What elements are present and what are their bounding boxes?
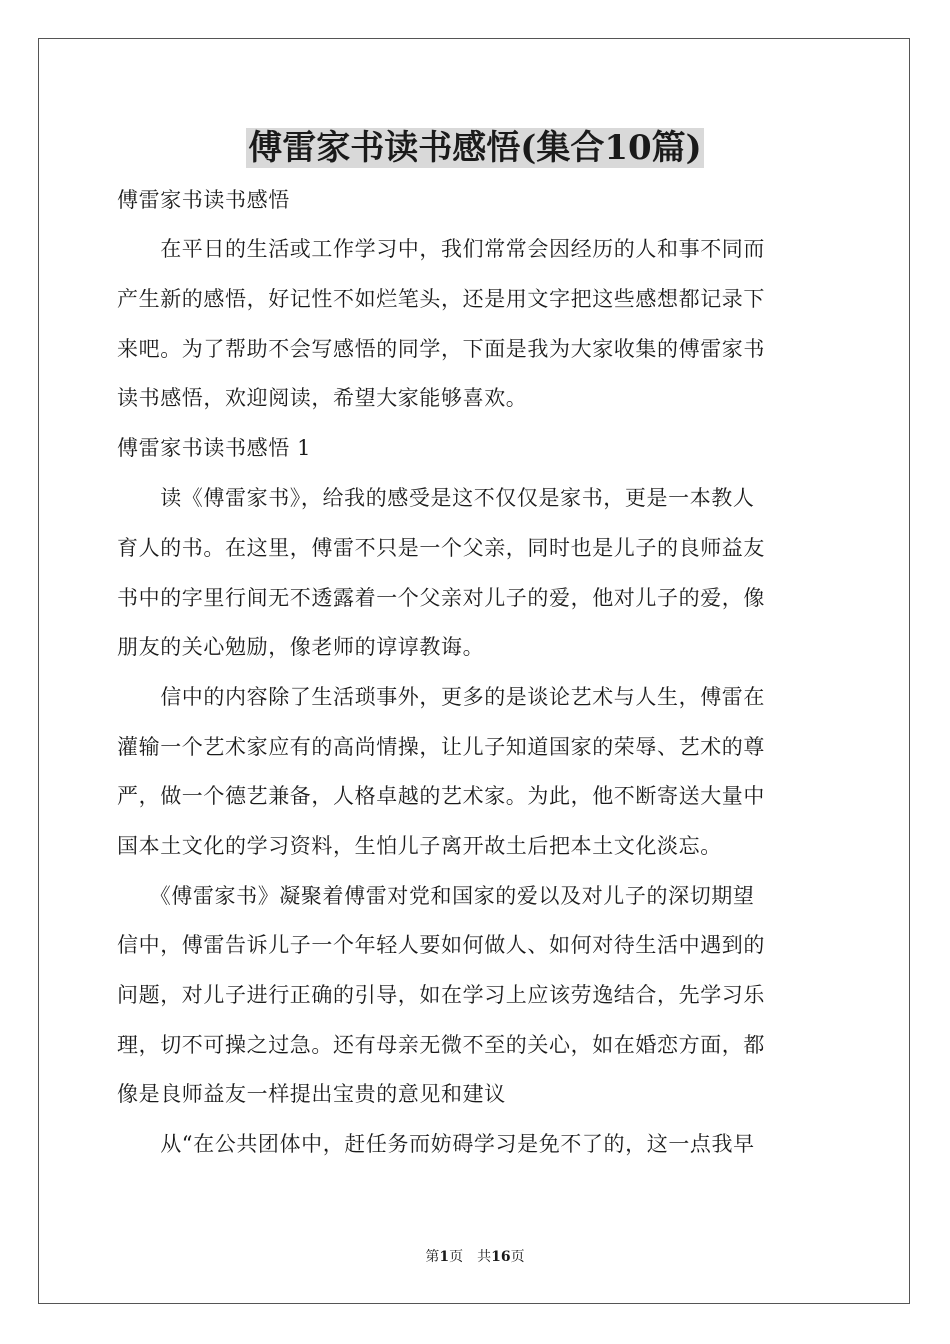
paragraph-line: 在平日的生活或工作学习中，我们常常会因经历的人和事不同而: [117, 237, 765, 261]
paragraph-line: 朋友的关心勉励，像老师的谆谆教诲。: [117, 635, 485, 659]
footer-page-suffix: 页 共: [449, 1249, 492, 1265]
paragraph-line: 理，切不可操之过急。还有母亲无微不至的关心，如在婚恋方面，都: [117, 1033, 765, 1057]
paragraph-line: 严，做一个德艺兼备，人格卓越的艺术家。为此，他不断寄送大量中: [117, 784, 765, 808]
page-border: [38, 38, 910, 1304]
page-footer: [0, 1247, 950, 1267]
footer-page-number: 1: [439, 1249, 450, 1265]
section-heading: 傅雷家书读书感悟: [117, 188, 290, 212]
paragraph-line: 《傅雷家书》凝聚着傅雷对党和国家的爱以及对儿子的深切期望: [117, 884, 755, 908]
paragraph-line: 灌输一个艺术家应有的高尚情操，让儿子知道国家的荣辱、艺术的尊: [117, 735, 765, 759]
paragraph-line: 产生新的感悟，好记性不如烂笔头，还是用文字把这些感想都记录下: [117, 287, 765, 311]
footer-prefix: 第: [425, 1249, 440, 1265]
title-text: 傅雷家书读书感悟(集合10篇): [248, 128, 702, 168]
footer-total-suffix: 页: [510, 1249, 525, 1265]
section-heading: 傅雷家书读书感悟 1: [117, 436, 312, 460]
paragraph-line: 来吧。为了帮助不会写感悟的同学，下面是我为大家收集的傅雷家书: [117, 337, 765, 361]
paragraph-line: 书中的字里行间无不透露着一个父亲对儿子的爱，他对儿子的爱，像: [117, 586, 765, 610]
paragraph-line: 育人的书。在这里，傅雷不只是一个父亲，同时也是儿子的良师益友: [117, 536, 765, 560]
paragraph-line: 像是良师益友一样提出宝贵的意见和建议: [117, 1082, 506, 1106]
paragraph-line: 信中的内容除了生活琐事外，更多的是谈论艺术与人生，傅雷在: [117, 685, 765, 709]
paragraph-line: 读《傅雷家书》，给我的感受是这不仅仅是家书，更是一本教人: [117, 486, 755, 510]
paragraph-line: 国本土文化的学习资料，生怕儿子离开故土后把本土文化淡忘。: [117, 834, 722, 858]
paragraph-line: 问题，对儿子进行正确的引导，如在学习上应该劳逸结合，先学习乐: [117, 983, 765, 1007]
document-title: [0, 126, 950, 170]
footer-total-pages: 16: [491, 1249, 511, 1265]
paragraph-line: 从“在公共团体中，赶任务而妨碍学习是免不了的，这一点我早: [117, 1132, 755, 1156]
paragraph-line: 信中，傅雷告诉儿子一个年轻人要如何做人、如何对待生活中遇到的: [117, 933, 765, 957]
paragraph-line: 读书感悟，欢迎阅读，希望大家能够喜欢。: [117, 386, 528, 410]
